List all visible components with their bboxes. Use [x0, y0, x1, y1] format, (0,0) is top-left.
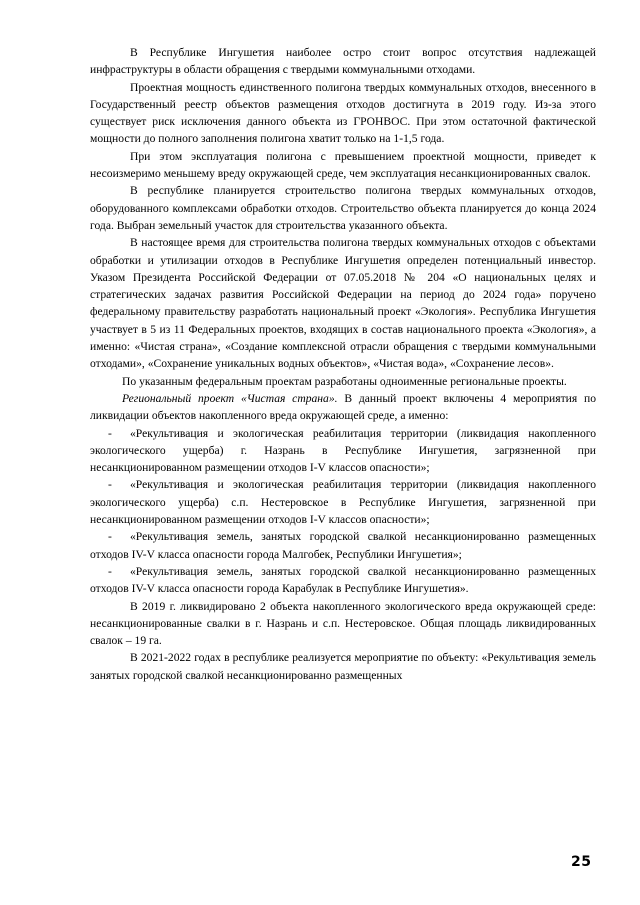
measures-list	[90, 425, 596, 598]
paragraph-infrastructure: В Республике Ингушетия наиболее остро стоит вопрос отсутствия надлежащей инфраструктуры в области обращения с твердыми коммунальными отходами.	[90, 46, 596, 77]
paragraph-national-project: В настоящее время для строительства полигона твердых коммунальных отходов с объектами обработки и утилизации отходов в Республике Ингушетия определен потенциальный инвестор. Указом Президента Российской Федерации от 07.05.2018 № 204 «О национальных целях и стратегических задачах развития Российской Федерации на период до 2024 года» поручено федеральному правительству разработать национальный проект «Экология». Республика Ингушетия участвует в 5 из 11 Федеральных проектов, входящих в состав национального проекта «Экология», а именно: «Чистая страна», «Создание комплексной отрасли обращения с твердыми коммунальными отходами», «Сохранение уникальных водных объектов», «Чистая вода», «Сохранение лесов».	[90, 236, 596, 371]
list-marker: -	[108, 478, 112, 492]
list-item: - «Рекультивация и экологическая реабилитация территории (ликвидация накопленного экологического ущерба) с.п. Нестеровское в Республике Ингушетия, загрязненной при несанкционированном размещении отходов I-V классов опасности»;	[90, 478, 596, 527]
paragraph-landfill-construction: В республике планируется строительство полигона твердых коммунальных отходов, оборудованного комплексами обработки отходов. Строительство объекта планируется до конца 2024 года. Выбран земельный участок для строительства указанного объекта.	[90, 184, 596, 232]
list-marker: -	[108, 530, 112, 544]
list-item: - «Рекультивация земель, занятых городской свалкой несанкционированно размещенных отходов IV-V класса опасности города Малгобек, Республики Ингушетия»;	[90, 530, 596, 561]
paragraph-landfill-capacity: Проектная мощность единственного полигона твердых коммунальных отходов, внесенного в Государственный реестр объектов размещения отходов достигнута в 2019 году. Из-за этого существует риск исключения данного объекта из ГРОНВОС. При этом остаточной фактической мощности до полного заполнения полигона хватит только на 1-1,5 года.	[90, 80, 596, 146]
page-number: 25	[571, 854, 592, 870]
paragraph-liquidated-dumps: В 2019 г. ликвидировано 2 объекта накопленного экологического вреда окружающей среде: несанкционированные свалки в г. Назрань и с.п. Нестеровское. Общая площадь ликвидированных свалок – 19 га.	[90, 599, 596, 648]
paragraph-2021-2022: В 2021-2022 годах в республике реализуется мероприятие по объекту: «Рекультивация земель занятых городской свалкой несанкционированно размещенных	[90, 651, 596, 682]
paragraph-landfill-operation: При этом эксплуатация полигона с превышением проектной мощности, приведет к несоизмеримо меньшему вреду окружающей среде, чем эксплуатация несанкционированных свалок.	[90, 149, 596, 181]
project-title: Региональный проект «Чистая страна».	[122, 391, 338, 405]
page-body	[90, 44, 596, 684]
list-item: - «Рекультивация земель, занятых городской свалкой несанкционированно размещенных отходов IV-V класса опасности города Карабулак в Республике Ингушетия».	[90, 564, 596, 596]
list-item: - «Рекультивация и экологическая реабилитация территории (ликвидация накопленного экологического ущерба) г. Назрань в Республике Ингушетия, загрязненной при несанкционированном размещении отходов I-V классов опасности»;	[90, 426, 596, 475]
project-description: В данный проект включены 4 мероприятия по ликвидации объектов накопленного вреда окружающей среде, а именно:	[90, 391, 596, 423]
list-marker: -	[108, 564, 112, 578]
list-marker: -	[108, 426, 112, 440]
paragraph-clean-country	[90, 390, 596, 425]
paragraph-regional-projects: По указанным федеральным проектам разработаны одноименные региональные проекты.	[122, 374, 567, 388]
